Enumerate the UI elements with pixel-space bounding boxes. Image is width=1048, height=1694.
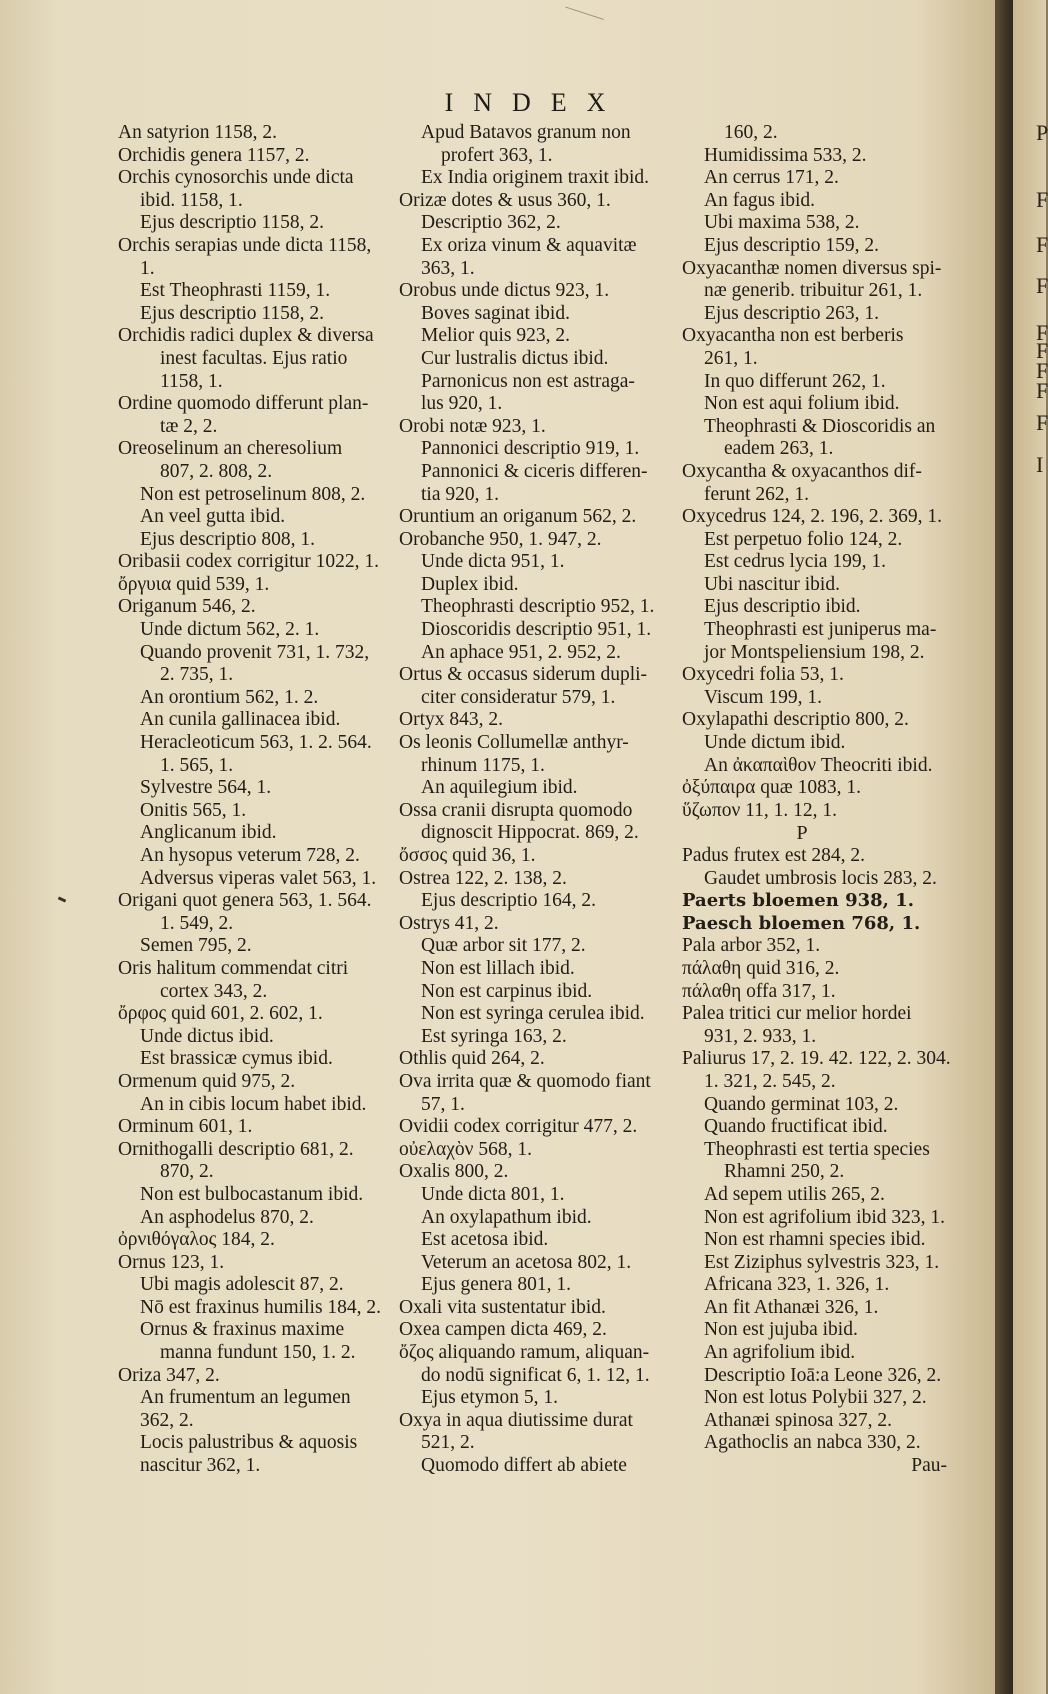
index-entry: 521, 2. [421,1432,475,1454]
index-entry: Athanæi spinosa 327, 2. [704,1409,892,1431]
index-entry: ὀξύπαιρα quæ 1083, 1. [682,777,861,799]
ink-mark [58,896,67,902]
index-entry: ὕζωπον 11, 1. 12, 1. [682,799,838,821]
index-entry: 1. 321, 2. 545, 2. [704,1070,836,1092]
index-entry: Orchidis radici duplex & diversa [118,325,374,347]
index-entry: Ejus descriptio 159, 2. [704,234,879,256]
index-entry: Est brassicæ cymus ibid. [140,1048,333,1070]
index-entry: An in cibis locum habet ibid. [140,1093,367,1115]
index-entry: ὄζος aliquando ramum, aliquan- [399,1342,650,1364]
index-entry: Agathoclis an nabca 330, 2. [704,1432,921,1454]
index-entry: 870, 2. [160,1161,214,1183]
index-entry: Ornus 123, 1. [118,1251,225,1273]
index-entry: ibid. 1158, 1. [140,189,243,211]
index-entry: Theophrasti est juniperus ma- [704,619,937,641]
index-entry: ὄσσος quid 36, 1. [399,845,536,866]
index-entry: Est Ziziphus sylvestris 323, 1. [704,1251,940,1273]
index-entry: Ostrea 122, 2. 138, 2. [399,867,567,889]
facing-page-letter: F [1036,338,1048,363]
book-gutter [995,0,1013,1694]
index-entry: ὄρφος quid 601, 2. 602, 1. [118,1003,323,1025]
index-entry: Non est lotus Polybii 327, 2. [704,1387,927,1409]
index-entry: Unde dictus ibid. [140,1025,274,1047]
index-entry: πάλαθη quid 316, 2. [682,957,840,979]
index-entry: Theophrasti est tertia species [704,1138,930,1160]
index-entry: ferunt 262, 1. [704,483,810,505]
index-entry: Oxycedri folia 53, 1. [682,664,844,686]
index-entry: Orchidis genera 1157, 2. [118,144,310,166]
index-entry: Ejus descriptio ibid. [704,596,861,618]
page-header: INDEX [444,88,626,117]
index-entry: Orobus unde dictus 923, 1. [399,280,610,302]
index-entry: Non est rhamni species ibid. [704,1229,926,1251]
page-crease [556,7,604,49]
index-entry: Semen 795, 2. [140,935,252,957]
index-entry: Ubi maxima 538, 2. [704,212,860,234]
index-entry: Ordine quomodo differunt plan- [118,393,369,415]
index-entry: Ejus descriptio 1158, 2. [140,302,324,324]
index-entry: Heracleoticum 563, 1. 2. 564. [140,732,372,754]
index-entry: Est cedrus lycia 199, 1. [704,551,886,573]
index-entry: Ejus etymon 5, 1. [421,1387,559,1409]
index-entry: Pala arbor 352, 1. [682,935,821,957]
facing-page-letter: F [1036,232,1048,257]
index-entry: Non est bulbocastanum ibid. [140,1183,364,1205]
index-entry: 57, 1. [421,1093,465,1115]
index-entry: Quando fructificat ibid. [704,1116,888,1138]
index-entry: Os leonis Collumellæ anthyr- [399,732,629,754]
index-entry: An cerrus 171, 2. [704,167,839,189]
index-entry: Oxylapathi descriptio 800, 2. [682,709,909,731]
index-entry: Padus frutex est 284, 2. [682,845,866,866]
index-entry: Ejus genera 801, 1. [421,1274,572,1296]
index-entry: An aphace 951, 2. 952, 2. [421,641,621,663]
index-entry: Palea tritici cur melior hordei [682,1003,912,1025]
index-entry: Descriptio Ioā:a Leone 326, 2. [704,1364,942,1386]
index-entry: Non est syringa cerulea ibid. [421,1003,645,1025]
index-entry: Ovidii codex corrigitur 477, 2. [399,1116,638,1138]
index-entry: Orobanche 950, 1. 947, 2. [399,528,602,550]
index-entry: An veel gutta ibid. [140,506,286,528]
index-entry: Ejus descriptio 164, 2. [421,890,596,912]
index-entry: Orizæ dotes & usus 360, 1. [399,189,611,211]
index-entry: An fagus ibid. [704,189,816,211]
index-entry: Paesch bloemen 768, 1. [682,912,921,934]
index-entry: Est Theophrasti 1159, 1. [140,280,331,302]
index-entry: do nodū significat 6, 1. 12, 1. [421,1364,650,1386]
index-entry: οὐελαχὸν 568, 1. [399,1138,532,1160]
index-entry: 1. [140,257,155,279]
index-entry: An cunila gallinacea ibid. [140,709,341,731]
facing-page-letter: F [1036,358,1048,383]
index-entry: Adversus viperas valet 563, 1. [140,867,377,889]
index-entry: 931, 2. 933, 1. [704,1025,817,1047]
index-entry: Est perpetuo folio 124, 2. [704,528,903,550]
index-entry: Ubi magis adolescit 87, 2. [140,1274,344,1296]
index-entry: Non est petroselinum 808, 2. [140,483,366,505]
index-entry: Oxea campen dicta 469, 2. [399,1319,607,1341]
index-entry: profert 363, 1. [441,144,553,166]
index-entry: Gaudet umbrosis locis 283, 2. [704,867,937,889]
index-entry: Non est agrifolium ibid 323, 1. [704,1206,946,1228]
index-entry: Non est jujuba ibid. [704,1319,858,1341]
index-entry: Ex oriza vinum & aquavitæ [421,234,637,256]
index-entry: An frumentum an legumen [140,1387,351,1409]
index-entry: Locis palustribus & aquosis [140,1432,358,1454]
index-entry: Non est aqui folium ibid. [704,393,900,415]
index-entry: Quæ arbor sit 177, 2. [421,935,586,957]
index-entry: Ex India originem traxit ibid. [421,167,649,189]
index-entry: Ornithogalli descriptio 681, 2. [118,1138,354,1160]
index-entry: Origani quot genera 563, 1. 564. [118,890,372,912]
index-entry: Oreoselinum an cheresolium [118,438,343,460]
index-entry: ὄργυια quid 539, 1. [118,573,270,595]
index-entry: 160, 2. [724,122,778,143]
index-entry: Veterum an acetosa 802, 1. [421,1251,632,1273]
index-entry: Ova irrita quæ & quomodo fiant [399,1070,651,1092]
index-entry: An agrifolium ibid. [704,1342,856,1364]
index-entry: rhinum 1175, 1. [421,754,545,776]
index-entry: Ejus descriptio 1158, 2. [140,212,324,234]
index-entry: An asphodelus 870, 2. [140,1206,314,1228]
facing-page-letter: F [1036,320,1048,345]
facing-page-edge [1013,0,1046,1694]
index-entry: Paliurus 17, 2. 19. 42. 122, 2. 304. [682,1048,951,1070]
index-entry: cortex 343, 2. [160,980,268,1002]
index-entry: dignoscit Hippocrat. 869, 2. [421,822,639,844]
index-entry: Melior quis 923, 2. [421,325,570,347]
index-entry: Orchis cynosorchis unde dicta [118,167,354,189]
index-entry: Dioscoridis descriptio 951, 1. [421,619,652,641]
index-entry: Est acetosa ibid. [421,1229,549,1251]
index-entry: tia 920, 1. [421,483,499,505]
index-entry: Pau- [911,1455,947,1477]
facing-page-letter: F [1036,378,1048,403]
index-entry: 2. 735, 1. [160,664,234,686]
index-entry: Ortus & occasus siderum dupli- [399,664,648,686]
facing-page-letter: F [1036,273,1048,298]
index-entry: Onitis 565, 1. [140,799,247,821]
index-entry: jor Montspeliensium 198, 2. [704,641,925,663]
index-entry: Apud Batavos granum non [421,122,631,143]
index-entry: Orobi notæ 923, 1. [399,415,546,437]
index-entry: eadem 263, 1. [724,438,834,460]
index-entry: 363, 1. [421,257,475,279]
index-entry: Ejus descriptio 263, 1. [704,302,879,324]
index-entry: Ad sepem utilis 265, 2. [704,1183,885,1205]
index-entry: Nō est fraxinus humilis 184, 2. [140,1296,382,1318]
index-entry: tæ 2, 2. [160,415,218,437]
index-entry: Pannonici descriptio 919, 1. [421,438,640,460]
index-entry: lus 920, 1. [421,393,503,415]
index-entry: Oxalis 800, 2. [399,1161,509,1183]
index-entry: Ormenum quid 975, 2. [118,1070,296,1092]
facing-page-letter: I [1036,452,1044,477]
index-entry: Oribasii codex corrigitur 1022, 1. [118,551,380,573]
index-entry: Quando germinat 103, 2. [704,1093,899,1115]
index-entry: Rhamni 250, 2. [724,1161,845,1183]
index-entry: An ἀκαπαὶθον Theocriti ibid. [704,754,933,776]
index-entry: Orminum 601, 1. [118,1116,253,1138]
index-entry: Ossa cranii disrupta quomodo [399,799,633,821]
index-entry: Africana 323, 1. 326, 1. [704,1274,890,1296]
section-letter: P [796,822,808,845]
index-entry: 1158, 1. [160,370,223,392]
index-entry: Oxycantha & oxyacanthos dif- [682,460,922,482]
index-entry: Boves saginat ibid. [421,302,570,324]
index-entry: Ubi nascitur ibid. [704,573,840,595]
index-entry: 261, 1. [704,347,758,369]
index-entry: 1. 549, 2. [160,912,234,934]
index-entry: Anglicanum ibid. [140,822,277,844]
index-entry: Unde dictum 562, 2. 1. [140,619,320,641]
index-entry: Viscum 199, 1. [704,686,822,708]
index-entry: inest facultas. Ejus ratio [160,347,348,369]
index-entry: Orchis serapias unde dicta 1158, [118,234,372,256]
index-column-2 [399,122,681,1478]
index-entry: Origanum 546, 2. [118,596,256,618]
index-entry: 1. 565, 1. [160,754,234,776]
index-entry: citer consideratur 579, 1. [421,686,616,708]
index-entry: Ornus & fraxinus maxime [140,1319,345,1341]
index-entry: Parnonicus non est astraga- [421,370,635,392]
index-entry: An satyrion 1158, 2. [118,122,278,143]
index-entry: 362, 2. [140,1409,194,1431]
index-entry: Descriptio 362, 2. [421,212,561,234]
index-column-1 [118,122,398,1478]
index-entry: Paerts bloemen 938, 1. [682,890,914,912]
index-entry: Unde dictum ibid. [704,732,846,754]
index-entry: Theophrasti descriptio 952, 1. [421,596,655,618]
index-entry: Non est carpinus ibid. [421,980,593,1002]
index-entry: An fit Athanæi 326, 1. [704,1296,879,1318]
index-column-3 [682,122,982,1478]
index-entry: 807, 2. 808, 2. [160,460,273,482]
index-entry: Othlis quid 264, 2. [399,1048,545,1070]
index-entry: An aquilegium ibid. [421,777,578,799]
index-entry: Oxya in aqua diutissime durat [399,1409,633,1431]
index-entry: næ generib. tribuitur 261, 1. [704,280,923,302]
index-entry: Unde dicta 801, 1. [421,1183,565,1205]
index-entry: Duplex ibid. [421,573,519,595]
index-entry: Oxycedrus 124, 2. 196, 2. 369, 1. [682,506,942,528]
index-entry: πάλαθη offa 317, 1. [682,980,836,1002]
index-entry: An orontium 562, 1. 2. [140,686,319,708]
index-entry: Ostrys 41, 2. [399,912,499,934]
index-entry: Oruntium an origanum 562, 2. [399,506,637,528]
index-entry: Oxali vita sustentatur ibid. [399,1296,606,1318]
facing-page-letter: P [1036,120,1048,145]
index-entry: Oxyacanthæ nomen diversus spi- [682,257,942,279]
index-entry: Non est lillach ibid. [421,957,575,979]
index-entry: Oris halitum commendat citri [118,957,349,979]
index-entry: Cur lustralis dictus ibid. [421,347,609,369]
index-entry: Ortyx 843, 2. [399,709,503,731]
index-entry: ὀρνιθόγαλος 184, 2. [118,1229,275,1251]
index-entry: nascitur 362, 1. [140,1455,261,1477]
index-entry: Est syringa 163, 2. [421,1025,567,1047]
index-entry: Humidissima 533, 2. [704,144,867,166]
index-entry: Pannonici & ciceris differen- [421,460,648,482]
index-entry: An hysopus veterum 728, 2. [140,845,360,866]
index-entry: Quomodo differt ab abiete [421,1455,627,1477]
index-entry: Oriza 347, 2. [118,1364,220,1386]
index-entry: Oxyacantha non est berberis [682,325,904,347]
facing-page-letter: F [1036,187,1048,212]
index-entry: Quando provenit 731, 1. 732, [140,641,370,663]
index-entry: Theophrasti & Dioscoridis an [704,415,936,437]
index-entry: Sylvestre 564, 1. [140,777,272,799]
index-entry: Ejus descriptio 808, 1. [140,528,315,550]
index-entry: Unde dicta 951, 1. [421,551,565,573]
index-entry: manna fundunt 150, 1. 2. [160,1342,356,1364]
index-entry: In quo differunt 262, 1. [704,370,886,392]
index-entry: An oxylapathum ibid. [421,1206,592,1228]
facing-page-letter: F [1036,410,1048,435]
